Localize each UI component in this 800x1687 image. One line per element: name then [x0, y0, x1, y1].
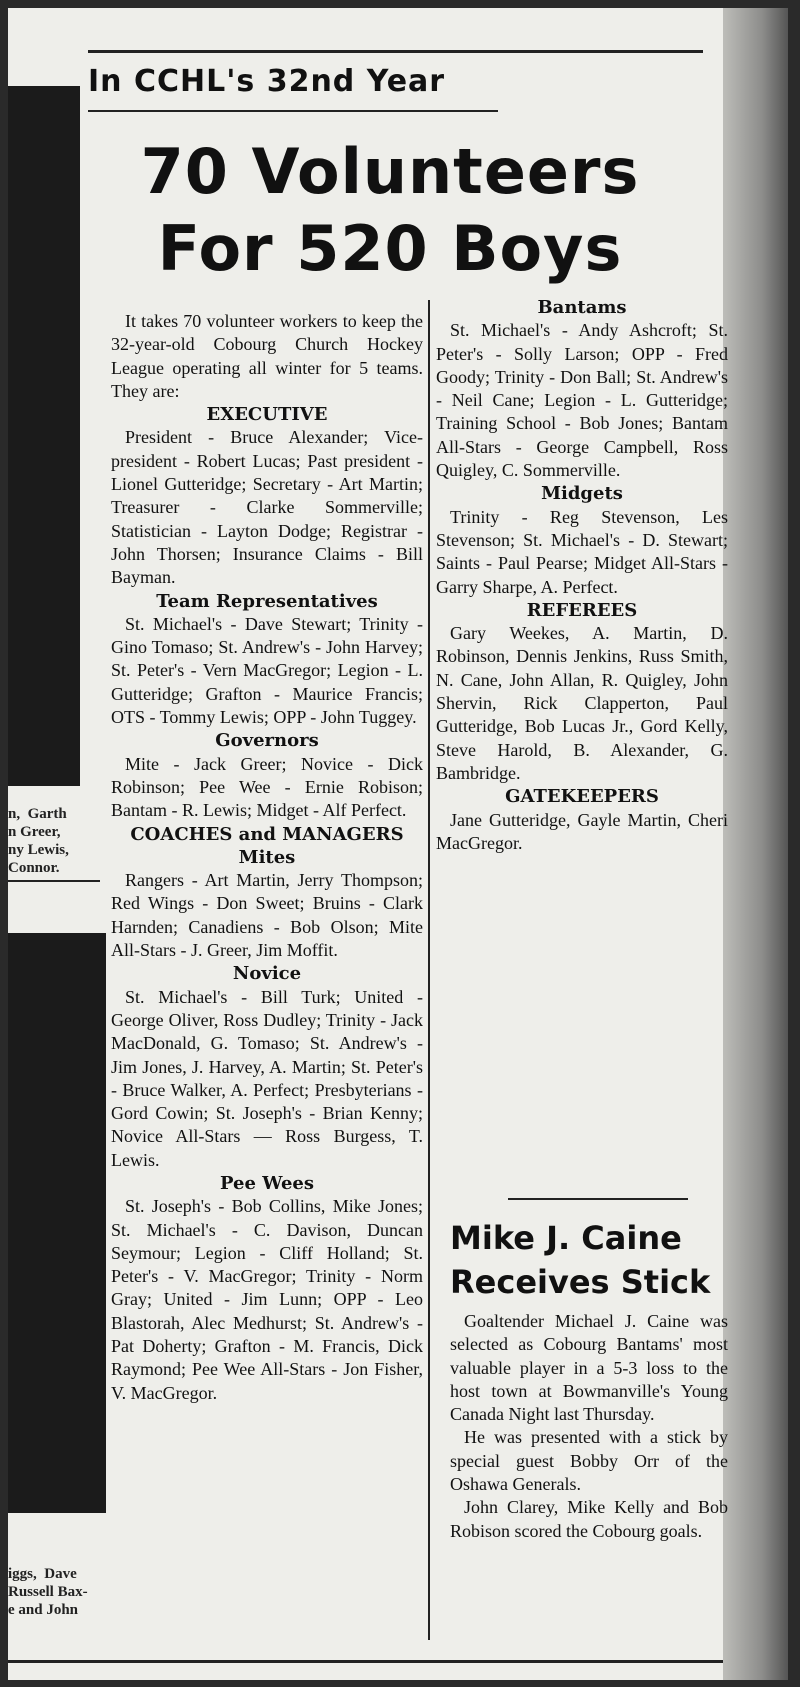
bottom-rule [8, 1660, 723, 1663]
section-text-mites: Rangers - Art Martin, Jerry Thompson; Red Wings - Don Sweet; Bruins - Clark Harnden; Canadiens - Bob Olson; Mite All-Stars - J. Greer, Jim Moffit. [111, 870, 423, 961]
section-text-executive: President - Bruce Alexander; Vice-president - Robert Lucas; Past president - Lionel Gutteridge; Secretary - Art Martin; Treasurer - Clarke Sommerville; Statistician - Layton Dodge; Registrar - John Thorsen; Insurance Claims - Bill Bayman. [111, 427, 423, 588]
page-edge-shadow [723, 8, 788, 1680]
photo-caption-top: n, Garth n Greer, ny Lewis, Connor. [8, 806, 69, 876]
article-column-left [111, 310, 423, 1405]
section-text-team-representatives: St. Michael's - Dave Stewart; Trinity - Gino Tomaso; St. Andrew's - John Harvey; St. Peter's - Vern MacGregor; Legion - L. Gutteridge; Grafton - Maurice Francis; OTS - Tommy Lewis; OPP - John Tuggey. [111, 613, 423, 728]
sidebar-headline-line-2: Receives Stick [450, 1263, 711, 1301]
section-text-governors: Mite - Jack Greer; Novice - Dick Robinson; Pee Wee - Ernie Robison; Bantam - R. Lewis; Midget - Alf Perfect. [111, 753, 423, 821]
article-intro: It takes 70 volunteer workers to keep the 32-year-old Cobourg Church Hockey League operating all winter for 5 teams. They are: [111, 311, 423, 401]
article-kicker: In CCHL's 32nd Year [88, 64, 446, 99]
sidebar-headline [450, 1216, 710, 1304]
section-heading-gatekeepers: GATEKEEPERS [505, 786, 659, 808]
kicker-rule [88, 110, 498, 112]
section-heading-referees: REFEREES [526, 599, 638, 621]
section-heading-coaches-managers: COACHES and MANAGERS [130, 823, 404, 845]
section-heading-team-representatives: Team Representatives [156, 590, 378, 612]
photo-left-bottom [8, 933, 106, 1513]
sidebar-paragraph: John Clarey, Mike Kelly and Bob Robison scored the Cobourg goals. [450, 1497, 728, 1541]
newspaper-clipping [8, 8, 788, 1680]
headline-line-1: 70 Volunteers [140, 135, 640, 208]
section-text-bantams: St. Michael's - Andy Ashcroft; St. Peter's - Solly Larson; OPP - Fred Goody; Trinity - Don Ball; St. Andrew's - Neil Cane; Legion - L. Gutteridge; Training School - Bob Jones; Bantam All-Stars - George Campbell, Ross Quigley, C. Sommerville. [436, 320, 728, 481]
article-column-right [436, 296, 728, 855]
photo-left-top [8, 86, 80, 786]
section-heading-pee-wees: Pee Wees [219, 1172, 314, 1194]
headline-line-2: For 520 Boys [157, 212, 623, 285]
sidebar-rule [508, 1198, 688, 1200]
section-text-gatekeepers: Jane Gutteridge, Gayle Martin, Cheri MacGregor. [436, 809, 728, 853]
caption-rule [8, 880, 100, 882]
section-text-pee-wees: St. Joseph's - Bob Collins, Mike Jones; St. Michael's - C. Davison, Duncan Seymour; Legion - Cliff Holland; St. Peter's - V. MacGregor; Trinity - Norm Gray; United - Jim Lunn; OPP - Leo Blastorah, Alec Medhurst; St. Andrew's - Pat Doherty; Grafton - M. Francis, Dick Raymond; Pee Wee All-Stars - Jon Fisher, V. MacGregor. [111, 1196, 423, 1403]
photo-caption-bottom: iggs, Dave Russell Bax- e and John [8, 1566, 88, 1618]
section-text-novice: St. Michael's - Bill Turk; United - George Oliver, Ross Dudley; Trinity - Jack MacDonald, G. Tomaso; St. Andrew's - Jim Jones, J. Harvey, A. Martin; St. Peter's - Bruce Walker, A. Perfect; Presbyterians - Gord Cowin; St. Joseph's - Brian Kenny; Novice All-Stars — Ross Burgess, T. Lewis. [111, 986, 423, 1170]
section-heading-midgets: Midgets [541, 483, 623, 505]
sidebar-paragraph: Goaltender Michael J. Caine was selected as Cobourg Bantams' most valuable player in a 5-3 loss to the host town at Bowmanville's Young Canada Night last Thursday. [450, 1311, 728, 1425]
section-heading-mites: Mites [238, 846, 296, 868]
sidebar-story [450, 1310, 728, 1543]
section-text-midgets: Trinity - Reg Stevenson, Les Stevenson; St. Michael's - D. Stewart; Saints - Paul Pearse; Midget All-Stars - Garry Sharpe, A. Perfect. [436, 506, 728, 597]
section-heading-executive: EXECUTIVE [206, 404, 328, 426]
top-rule [88, 50, 703, 53]
section-heading-novice: Novice [232, 963, 302, 985]
column-divider [428, 300, 430, 1640]
sidebar-paragraph: He was presented with a stick by special guest Bobby Orr of the Oshawa Generals. [450, 1427, 728, 1495]
sidebar-headline-line-1: Mike J. Caine [450, 1219, 682, 1257]
section-heading-bantams: Bantams [537, 297, 627, 318]
section-text-referees: Gary Weekes, A. Martin, D. Robinson, Dennis Jenkins, Russ Smith, N. Cane, John Allan, R. Quigley, John Shervin, Rick Clapperton, Paul Gutteridge, Bob Lucas Jr., Gord Kelly, Steve Harold, B. Alexander, G. Bambridge. [436, 623, 728, 783]
section-heading-governors: Governors [215, 730, 319, 752]
